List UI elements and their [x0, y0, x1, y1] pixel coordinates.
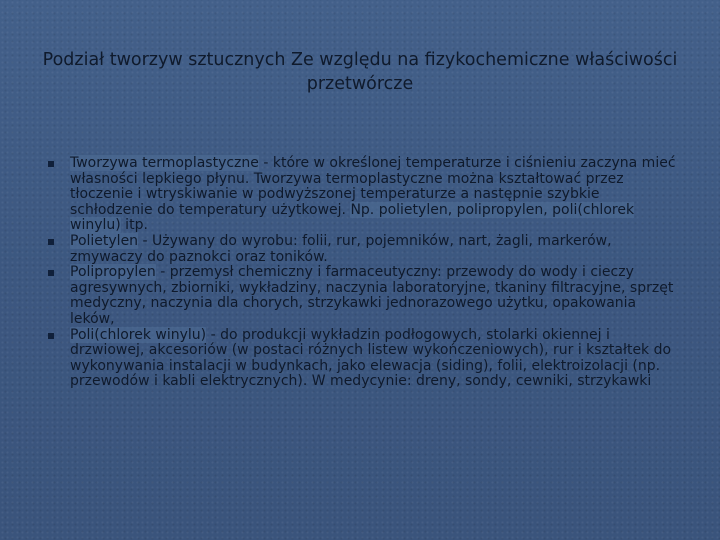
bullet-text: - przemysł chemiczny i farmaceutyczny: przewody do wody i cieczy agresywnych, zbiorniki, wykładziny, naczynia laboratoryjne, tkaniny filtracyjne, sprzęt medyczny, naczynia dla chorych, strzykawki jednorazowego użytku, opakowania leków, [70, 264, 674, 327]
bullet-list [48, 156, 684, 390]
bullet-text: - Używany do wyrobu: folii, rur, pojemników, nart, żagli, markerów, zmywaczy do paznokci oraz toników. [70, 232, 612, 265]
bullet-text: - do produkcji wykładzin podłogowych, stolarki okiennej i drzwiowej, akcesoriów (w postaci różnych listew wykończeniowych), rur i kształtek do wykonywania instalacji w budynkach, jako elewacja (siding), folii, elektroizolacji (np. przewodów i kabli elektrycznych). W medycynie: dreny, sondy, cewniki, strzykawki [70, 326, 672, 390]
bullet-term: Poli(chlorek winylu) [70, 326, 207, 343]
square-bullet-icon [48, 270, 54, 276]
bullet-item-polypropylene [48, 265, 684, 327]
bullet-examples: Np. polietylen, polipropylen, poli(chlorek winylu) [70, 201, 635, 234]
bullet-term: Polipropylen [70, 264, 156, 281]
square-bullet-icon [48, 333, 54, 339]
bullet-tail: itp. [120, 217, 148, 234]
bullet-item-thermoplastics [48, 156, 684, 234]
square-bullet-icon [48, 161, 54, 167]
square-bullet-icon [48, 239, 54, 245]
bullet-text: - które w określonej temperaturze i ciśnieniu zaczyna mieć własności lepkiego płynu. Tworzywa termoplastyczne można kształtować przez tłoczenie i wtryskiwanie w podwyższonej temperaturze a następnie szybkie schłodzenie do temperatury użytkowej. [70, 155, 676, 218]
slide-title: Podział tworzyw sztucznych Ze względu na fizykochemiczne właściwości przetwórcze [42, 50, 678, 94]
bullet-item-pvc [48, 328, 684, 390]
bullet-term: Tworzywa termoplastyczne [70, 155, 259, 171]
bullet-term: Polietylen [70, 232, 139, 249]
bullet-item-polyethylene [48, 234, 684, 265]
